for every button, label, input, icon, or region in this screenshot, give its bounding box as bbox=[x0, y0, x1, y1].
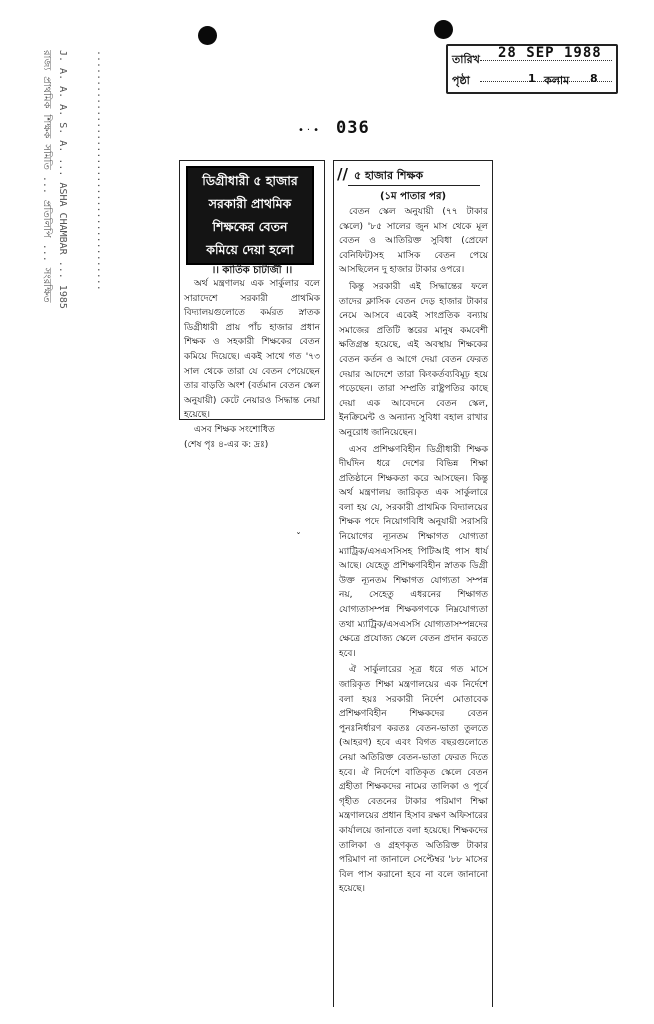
margin-text: J. A. A. A. S. A. ... ASHA CHAMBAR ... 1985 bbox=[57, 50, 68, 309]
stamp-date-row bbox=[452, 45, 612, 68]
ink-mark: ˇ bbox=[296, 532, 301, 543]
punch-hole bbox=[198, 26, 217, 45]
margin-text-column bbox=[92, 50, 108, 740]
margin-text-column bbox=[54, 50, 70, 740]
punch-hole bbox=[434, 20, 453, 39]
article-paragraph: কিন্তু সরকারী এই সিদ্ধান্তের ফলে তাদের ক্লাসিক বেতন দেড় হাজার টাকার নেমে আসবে একেই সাংপ্রতিক বন্যায় সমাজের প্রতিটি স্তরের মানুষ কমবেশী ক্ষতিগ্রস্ত হয়েছে, এই অবস্থায় শিক্ষকের বেতন কর্তন ও আগে দেয়া বেতন ফেরত দেয়ার আদেশে তারা কিংকর্তব্যবিমূঢ় হয়ে পড়েছেন। তারা সম্প্রতি রাষ্ট্রপতির কাছে দেয়া এক আবেদনে বেতন স্কেল, ইনক্রিমেন্ট ও অন্যান্য সুবিধা বহাল রাখার অনুরোধ জানিয়েছেন। bbox=[339, 281, 488, 438]
continuation-title: ৫ হাজার শিক্ষক bbox=[354, 169, 424, 182]
slash-mark: // bbox=[337, 165, 348, 183]
date-stamp bbox=[446, 44, 618, 94]
headline-line: সরকারী প্রাথমিক bbox=[208, 196, 292, 211]
margin-text: ........................................ bbox=[95, 50, 106, 291]
margin-text: রাজ্য প্রাথমিক শিক্ষক সমিতি ... প্রতিলিপি ... সংরক্ষিত bbox=[41, 50, 52, 303]
article-paragraph: ঐ সার্কুলারের সূত্র ধরে গত মাসে জারিকৃত শিক্ষা মন্ত্রণালয়ের এক নির্দেশে বলা হয়ঃ সরকারী নির্দেশ মোতাবেক প্রশিক্ষণবিহীন শিক্ষকদের বেতন পুনঃনির্ধারণ করতঃ বেতন-ভাতা তুলতে (আহরণ) হবে এবং বিগত বছরগুলোতে নেয়া অতিরিক্ত বেতন-ভাতা ফেরত দিতে হবে। ঐ নির্দেশে বাতিকৃত স্কেলে বেতন গ্রহীতা শিক্ষকদের নামের তালিকা ও পূর্বে গৃহীত বেতনের টাকার পরিমাণ শিক্ষা মন্ত্রণালয়ের প্রধান হিসাব রক্ষণ অফিসারের কার্যালয়ে জানাতে বলা হয়েছে। শিক্ষকদের তালিকা ও গ্রহণকৃত অতিরিক্ত টাকার পরিমাণ না জানালে সেপ্টেম্বর '৮৮ মাসের বিল পাস করানো হবে না বলে জানানো হয়েছে। bbox=[339, 665, 488, 895]
title-rule bbox=[348, 185, 480, 186]
headline-box bbox=[186, 166, 314, 265]
stamp-column-value: 8 bbox=[590, 72, 598, 85]
article-paragraph: এসব শিক্ষক সংশোধিত bbox=[194, 424, 275, 435]
stamp-column-label: কলাম bbox=[544, 74, 570, 87]
article-body bbox=[184, 277, 320, 452]
from-page-note: (১ম পাতার পর) bbox=[379, 191, 447, 202]
stamp-date: 28 SEP 1988 bbox=[498, 45, 602, 61]
stamp-date-label: তারিখ bbox=[452, 53, 480, 66]
byline: ।। কার্তিক চাটার্জী ।। bbox=[211, 265, 293, 276]
article-paragraph: বেতন স্কেল অনুযায়ী (৭৭ টাকার স্কেলে) '৮৫ সালের জুন মাস থেকে মূল বেতন ও আতিরিক্ত সুবিধা (প্রেফো বেনিফিট)সহ মাসিক বেতন পেয়ে আসছিলেন দু হাজার টাকার ওপরে। bbox=[339, 207, 488, 276]
stamp-page-label: পৃষ্ঠা bbox=[452, 74, 470, 87]
stamp-page-row bbox=[452, 69, 612, 89]
article-paragraph: এসব প্রশিক্ষণবিহীন ডিগ্রীধারী শিক্ষক দীর্ঘদিন ধরে দেশের বিভিন্ন শিক্ষা প্রতিষ্ঠানে শিক্ষকতা করে আসছেন। কিন্তু অর্থ মন্ত্রণালয় জারিকৃত এক সার্কুলারে বলা হয় যে, সরকারী প্রাথমিক বিদ্যালয়ের শিক্ষক পদে নিয়োগবিধি অনুযায়ী সরাসরি নিয়োগের ন্যূনতম শিক্ষাগত যোগ্যতা ম্যাট্রিক/এসএসসিসহ পিটিআই পাস ধার্য আছে। যেহেতু প্রশিক্ষণবিহীন স্নাতক ডিগ্রী উক্ত ন্যূনতম শিক্ষাগত যোগ্যতা সম্পন্ন নয়, সেহেতু এধরনের শিক্ষাগত যোগ্যতাসম্পন্ন শিক্ষকগণকে নিম্নযোগ্যতা তথা ম্যাট্রিক/এসএসসি যোগ্যতাসম্পন্নদের ক্ষেত্রে প্রযোজ্য স্কেলে বেতন প্রদান করতে হবে। bbox=[339, 444, 488, 659]
page-number: 036 bbox=[336, 118, 370, 138]
margin-text-column bbox=[38, 50, 54, 740]
headline-line: ডিগ্রীধারী ৫ হাজার bbox=[202, 173, 298, 188]
ink-specks: •·• bbox=[298, 125, 322, 136]
continued-note: (শেষ পৃঃ ৪-এর ক: দ্রঃ) bbox=[184, 439, 269, 450]
news-clipping-continuation bbox=[333, 160, 493, 1007]
stamp-page-value: 1 bbox=[528, 72, 536, 85]
headline-line: শিক্ষকের বেতন bbox=[212, 219, 288, 234]
article-paragraph: অর্থ মন্ত্রণালয় এক সার্কুলার বলে সারাদেশে সরকারী প্রাথমিক বিদ্যালয়গুলোতে কর্মরত স্নাতক ডিগ্রীধারী প্রায় পাঁচ হাজার প্রধান শিক্ষক ও সহকারী শিক্ষকের বেতন কমিয়ে দিয়েছে। একই সাথে গত '৭৩ সাল থেকে তারা যে বেতন পেয়েছেন তার বাড়তি অংশ (বর্তমান বেতন স্কেল অনুযায়ী) কেটে নেয়ারও সিদ্ধান্ত নেয়া হয়েছে। bbox=[184, 279, 320, 421]
article-body bbox=[339, 205, 488, 899]
news-clipping-front bbox=[179, 160, 325, 450]
headline-line: কমিয়ে দেয়া হলো bbox=[206, 242, 294, 257]
